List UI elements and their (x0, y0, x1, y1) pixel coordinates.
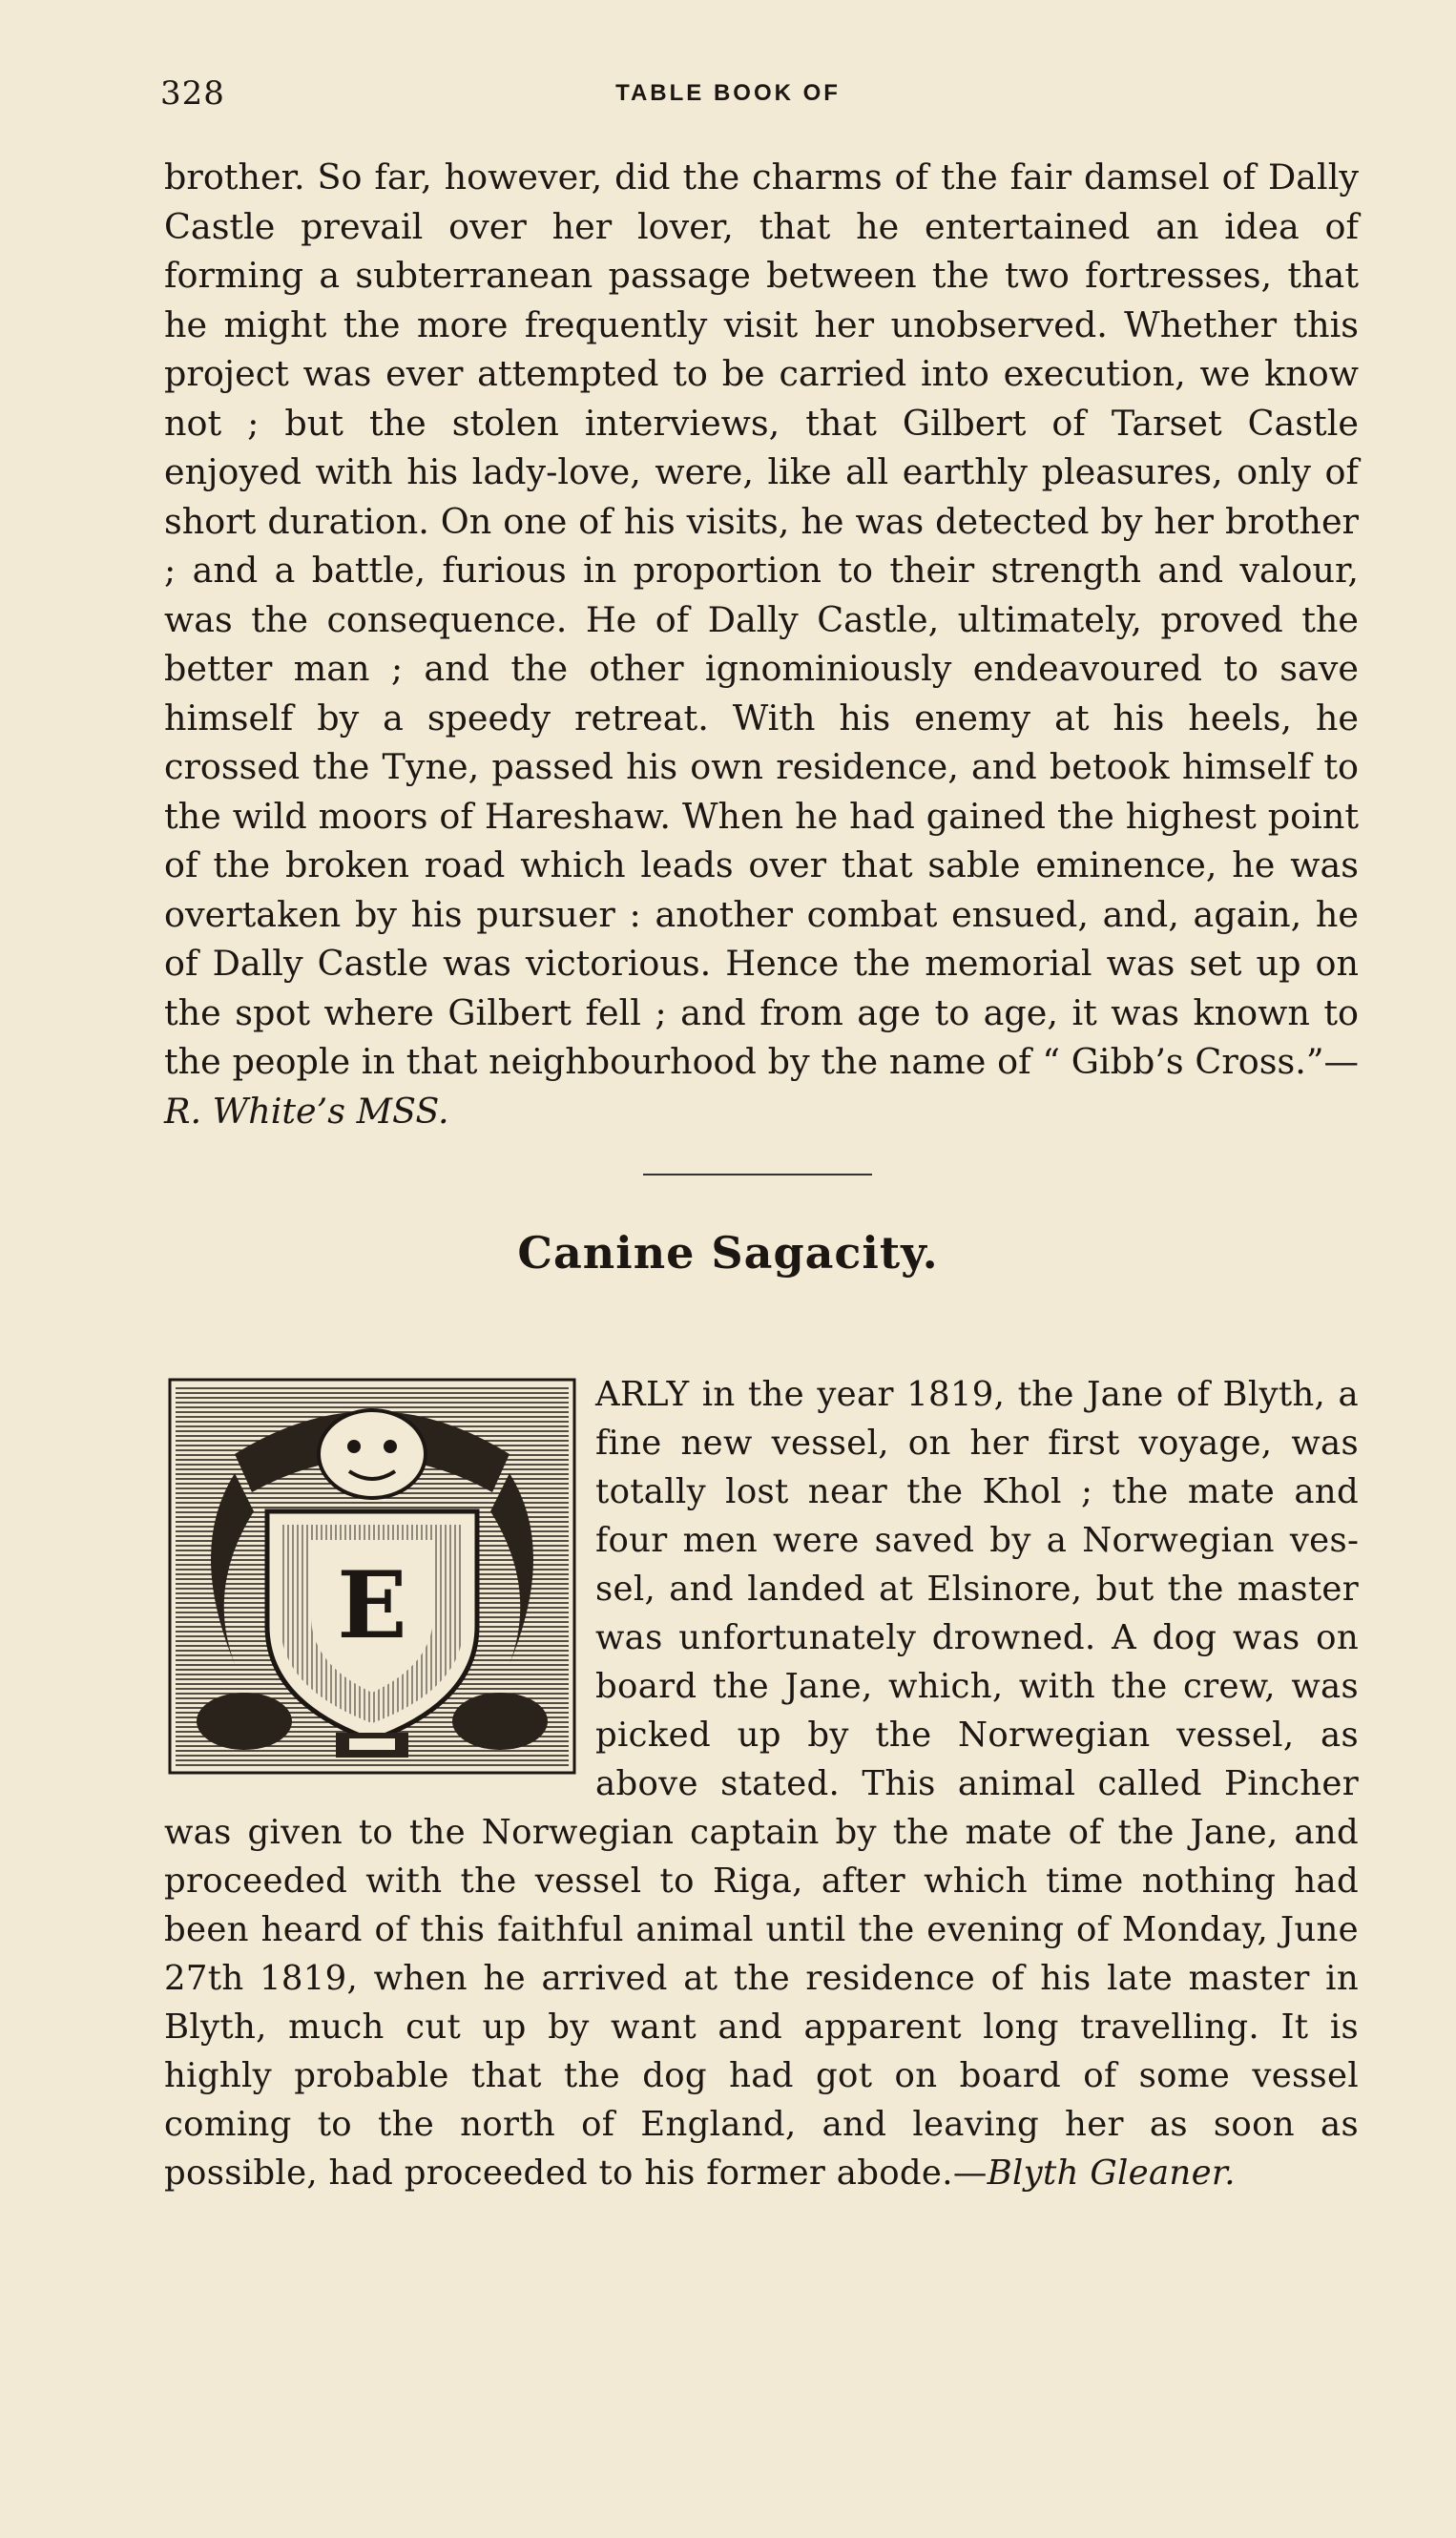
section-divider (643, 1174, 872, 1175)
page-number: 328 (160, 74, 225, 113)
story-text: ARLY in the year 1819, the Jane of Blyth, a fine new vessel, on her first voyage, was totally lost near the Khol ; the mate and four men were saved by a Norwegian vessel, and landed at Elsinore, but the master was unfortunately drowned. A dog was on board the Jane, which, with the crew, was picked up by the Norwegian vessel, as above stated. This animal called Pincher was given to the Norwegian captain by the mate of the Jane, and proceeded with the vessel to Riga, after which time nothing had been heard of this faithful animal until the evening of Monday, June 27th 1819, when he arrived at the residence of his late master in Blyth, much cut up by want and apparent long travelling. It is highly probable that the dog had got on board of some vessel coming to the north of England, and leaving her as soon as possible, had proceeded to his former abode.— (164, 1375, 1359, 2193)
story-paragraph (164, 1370, 1359, 2197)
paragraph-text: brother. So far, however, did the charms of the fair damsel of Dally Castle prevail over her lover, that he entertained an idea of forming a subterranean passage between the two fortresses, that he might the more frequently visit her unobserved. Whether this project was ever attempted to be carried into execution, we know not ; but the stolen interviews, that Gilbert of Tarset Castle enjoyed with his lady-love, were, like all earthly pleasures, only of short duration. On one of his visits, he was detected by her brother ; and a battle, furious in proportion to their strength and valour, was the consequence. He of Dally Castle, ultimately, proved the better man ; and the other ignominiously endeavoured to save himself by a speedy retreat. With his enemy at his heels, he crossed the Tyne, passed his own residence, and betook himself to the wild moors of Hareshaw. When he had gained the highest point of the broken road which leads over that sable eminence, he was overtaken by his pursuer : another combat ensued, and, again, he of Dally Castle was victorious. Hence the memorial was set up on the spot where Gilbert fell ; and from age to age, it was known to the people in that neighbourhood by the name of “ Gibb’s Cross.”— (164, 156, 1359, 1082)
story-attribution: Blyth Gleaner. (987, 2153, 1236, 2193)
section-heading: Canine Sagacity. (517, 1227, 939, 1279)
running-head: TABLE BOOK OF (615, 80, 841, 106)
paragraph-gibbs-cross (164, 153, 1359, 1135)
drop-cap-letter: E (337, 1551, 407, 1659)
attribution: R. White’s MSS. (164, 1090, 449, 1132)
drop-cap-spacer (164, 1370, 595, 1805)
